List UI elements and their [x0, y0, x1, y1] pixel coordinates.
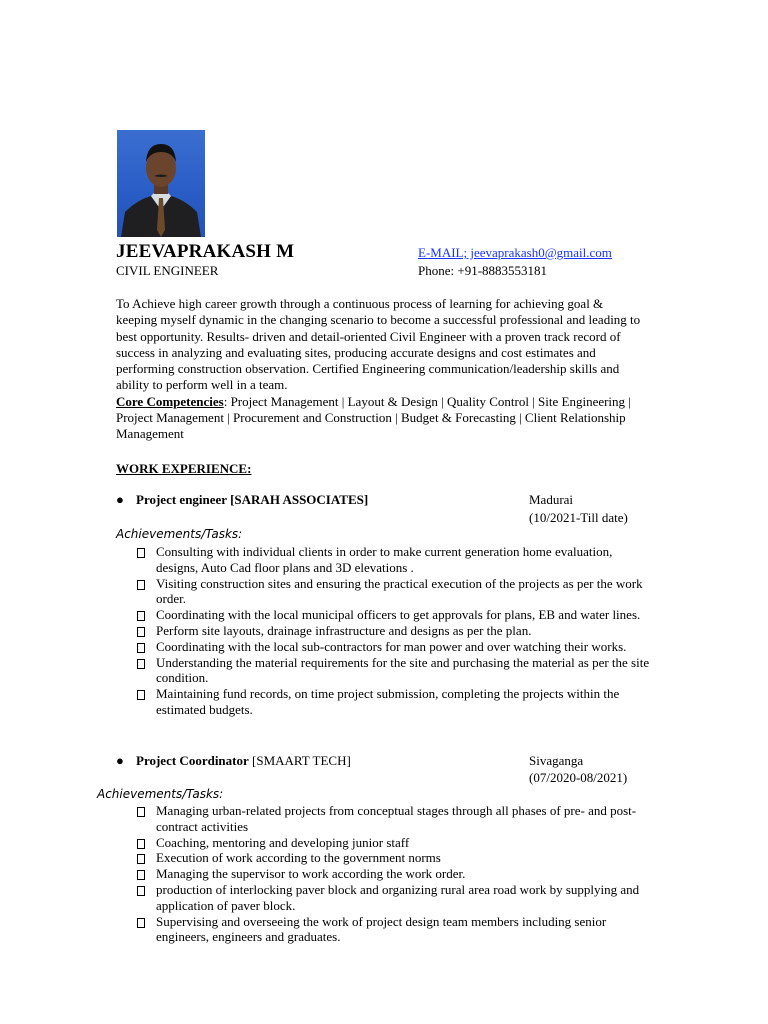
list-item: Execution of work according to the government norms [136, 850, 656, 866]
list-item: Visiting construction sites and ensuring the practical execution of the projects as per the work order. [136, 576, 656, 608]
list-item: Managing the supervisor to work according the work order. [136, 866, 656, 882]
email-link[interactable]: E-MAIL; jeevaprakash0@gmail.com [418, 245, 612, 260]
job-company: [SMAART TECH] [248, 753, 351, 768]
job-title: CIVIL ENGINEER [116, 263, 219, 278]
job-title-line [116, 492, 368, 508]
checkbox-bullet-icon [137, 643, 145, 653]
checkbox-bullet-icon [137, 918, 145, 928]
core-competencies [116, 394, 646, 443]
checkbox-bullet-icon [137, 870, 145, 880]
task-list [136, 544, 656, 718]
profile-photo [117, 130, 205, 237]
job-title-line [116, 753, 351, 769]
core-competencies-text: : Project Management | Layout & Design | Quality Control | Site Engineering | Project Management | Procurement and Construction | Budget & Forecasting | Client Relationship Management [116, 393, 631, 442]
job-location: Madurai [529, 492, 574, 507]
list-item: Maintaining fund records, on time project submission, completing the projects within the estimated budgets. [136, 686, 656, 718]
candidate-name: JEEVAPRAKASH M [116, 241, 295, 262]
checkbox-bullet-icon [137, 839, 145, 849]
checkbox-bullet-icon [137, 580, 145, 590]
job-location: Sivaganga [529, 753, 584, 768]
checkbox-bullet-icon [137, 807, 145, 817]
bullet-icon: ● [116, 753, 124, 768]
achievements-label: Achievements/Tasks: [116, 527, 243, 541]
checkbox-bullet-icon [137, 611, 145, 621]
core-competencies-label: Core Competencies [116, 393, 224, 409]
list-item: Supervising and overseeing the work of project design team members including senior engineers, engineers and graduates. [136, 914, 656, 946]
list-item: Managing urban-related projects from conceptual stages through all phases of pre- and post-contract activities [136, 803, 656, 835]
bullet-icon: ● [116, 492, 124, 507]
checkbox-bullet-icon [137, 854, 145, 864]
checkbox-bullet-icon [137, 627, 145, 637]
checkbox-bullet-icon [137, 548, 145, 558]
list-item: Coordinating with the local sub-contractors for man power and over watching their works. [136, 639, 656, 655]
list-item: production of interlocking paver block and organizing rural area road work by supplying and application of paver block. [136, 882, 656, 914]
list-item: Understanding the material requirements for the site and purchasing the material as per the site condition. [136, 655, 656, 687]
checkbox-bullet-icon [137, 886, 145, 896]
task-list [136, 803, 656, 945]
list-item: Consulting with individual clients in order to make current generation home evaluation, designs, Auto Cad floor plans and 3D elevations . [136, 544, 656, 576]
job-role: Project engineer [SARAH ASSOCIATES] [136, 492, 369, 507]
checkbox-bullet-icon [137, 659, 145, 669]
work-experience-heading: WORK EXPERIENCE: [116, 461, 252, 476]
phone-number: Phone: +91-8883553181 [418, 263, 548, 278]
job-role: Project Coordinator [136, 753, 249, 768]
checkbox-bullet-icon [137, 690, 145, 700]
objective-section [116, 296, 646, 443]
list-item: Perform site layouts, drainage infrastructure and designs as per the plan. [136, 623, 656, 639]
job-dates: (10/2021-Till date) [529, 510, 628, 525]
achievements-label: Achievements/Tasks: [97, 787, 224, 801]
list-item: Coordinating with the local municipal officers to get approvals for plans, EB and water lines. [136, 607, 656, 623]
objective-text: To Achieve high career growth through a continuous process of learning for achieving goal & keeping myself dynamic in the changing scenario to become a successful professional and leading to best opportunity. Results- driven and detail-oriented Civil Engineer with a proven track record of success in analyzing and evaluating sites, producing accurate designs and cost estimates and performing construction observation. Certified Engineering communication/leadership skills and ability to perform well in a team. [116, 296, 641, 393]
job-dates: (07/2020-08/2021) [529, 770, 628, 785]
list-item: Coaching, mentoring and developing junior staff [136, 835, 656, 851]
